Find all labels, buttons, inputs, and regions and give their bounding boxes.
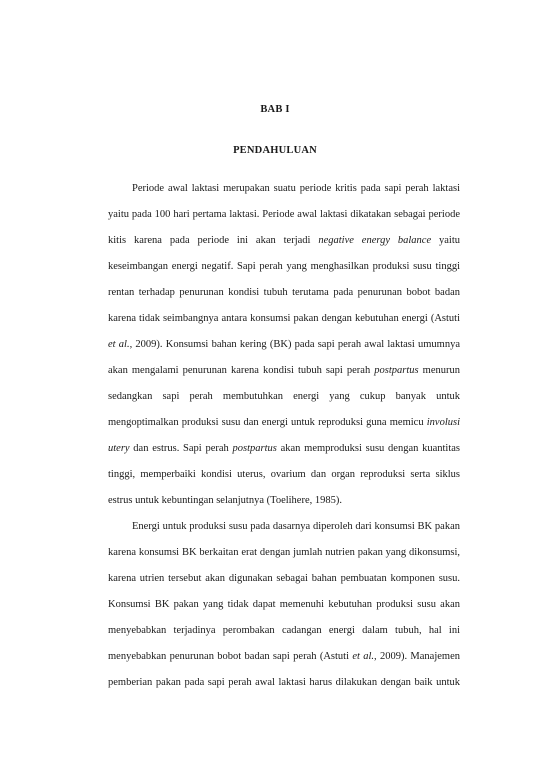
paragraph-line: rentan terhadap penurunan kondisi tubuh terutama pada penurunan bobot badan xyxy=(108,287,460,298)
paragraph-line: sedangkan sapi perah membutuhkan energi yang cukup banyak untuk xyxy=(108,391,460,402)
paragraph-line: keseimbangan energi negatif. Sapi perah yang menghasilkan produksi susu tinggi xyxy=(108,261,460,272)
paragraph-line: karena utrien tersebut akan digunakan sebagai bahan pembuatan komponen susu. xyxy=(108,573,460,584)
paragraph-line: Energi untuk produksi susu pada dasarnya diperoleh dari konsumsi BK pakan xyxy=(132,521,460,532)
chapter-title: PENDAHULUAN xyxy=(233,145,317,156)
paragraph-line: yaitu pada 100 hari pertama laktasi. Periode awal laktasi dikatakan sebagai periode xyxy=(108,209,460,220)
paragraph-line: estrus untuk kebuntingan selanjutnya (Toelihere, 1985). xyxy=(108,495,342,506)
paragraph-line: karena konsumsi BK berkaitan erat dengan jumlah nutrien pakan yang dikonsumsi, xyxy=(108,547,460,558)
paragraph-line: pemberian pakan pada sapi perah awal laktasi harus dilakukan dengan baik untuk xyxy=(108,677,460,688)
paragraph-line: karena tidak seimbangnya antara konsumsi pakan dengan kebutuhan energi (Astuti xyxy=(108,313,460,324)
chapter-number: BAB I xyxy=(260,104,290,115)
paragraph-line: menyebabkan penurunan bobot badan sapi perah (Astuti et al., 2009). Manajemen xyxy=(108,651,460,662)
paragraph-line: menyebabkan terjadinya perombakan cadangan energi dalam tubuh, hal ini xyxy=(108,625,460,636)
paragraph-line: Konsumsi BK pakan yang tidak dapat memenuhi kebutuhan produksi susu akan xyxy=(108,599,460,610)
paragraph-line: et al., 2009). Konsumsi bahan kering (BK) pada sapi perah awal laktasi umumnya xyxy=(108,339,461,350)
paragraph-line: Periode awal laktasi merupakan suatu periode kritis pada sapi perah laktasi xyxy=(132,183,460,194)
paragraph-line: utery dan estrus. Sapi perah postpartus akan memproduksi susu dengan kuantitas xyxy=(108,443,460,454)
paragraph-line: kitis karena pada periode ini akan terjadi negative energy balance yaitu xyxy=(108,235,460,246)
paragraph-line: mengoptimalkan produksi susu dan energi untuk reproduksi guna memicu involusi xyxy=(108,417,460,428)
paragraph-line: akan mengalami penurunan karena kondisi tubuh sapi perah postpartus menurun xyxy=(108,365,461,376)
paragraph-line: tinggi, memperbaiki kondisi uterus, ovarium dan organ reproduksi serta siklus xyxy=(108,469,460,480)
